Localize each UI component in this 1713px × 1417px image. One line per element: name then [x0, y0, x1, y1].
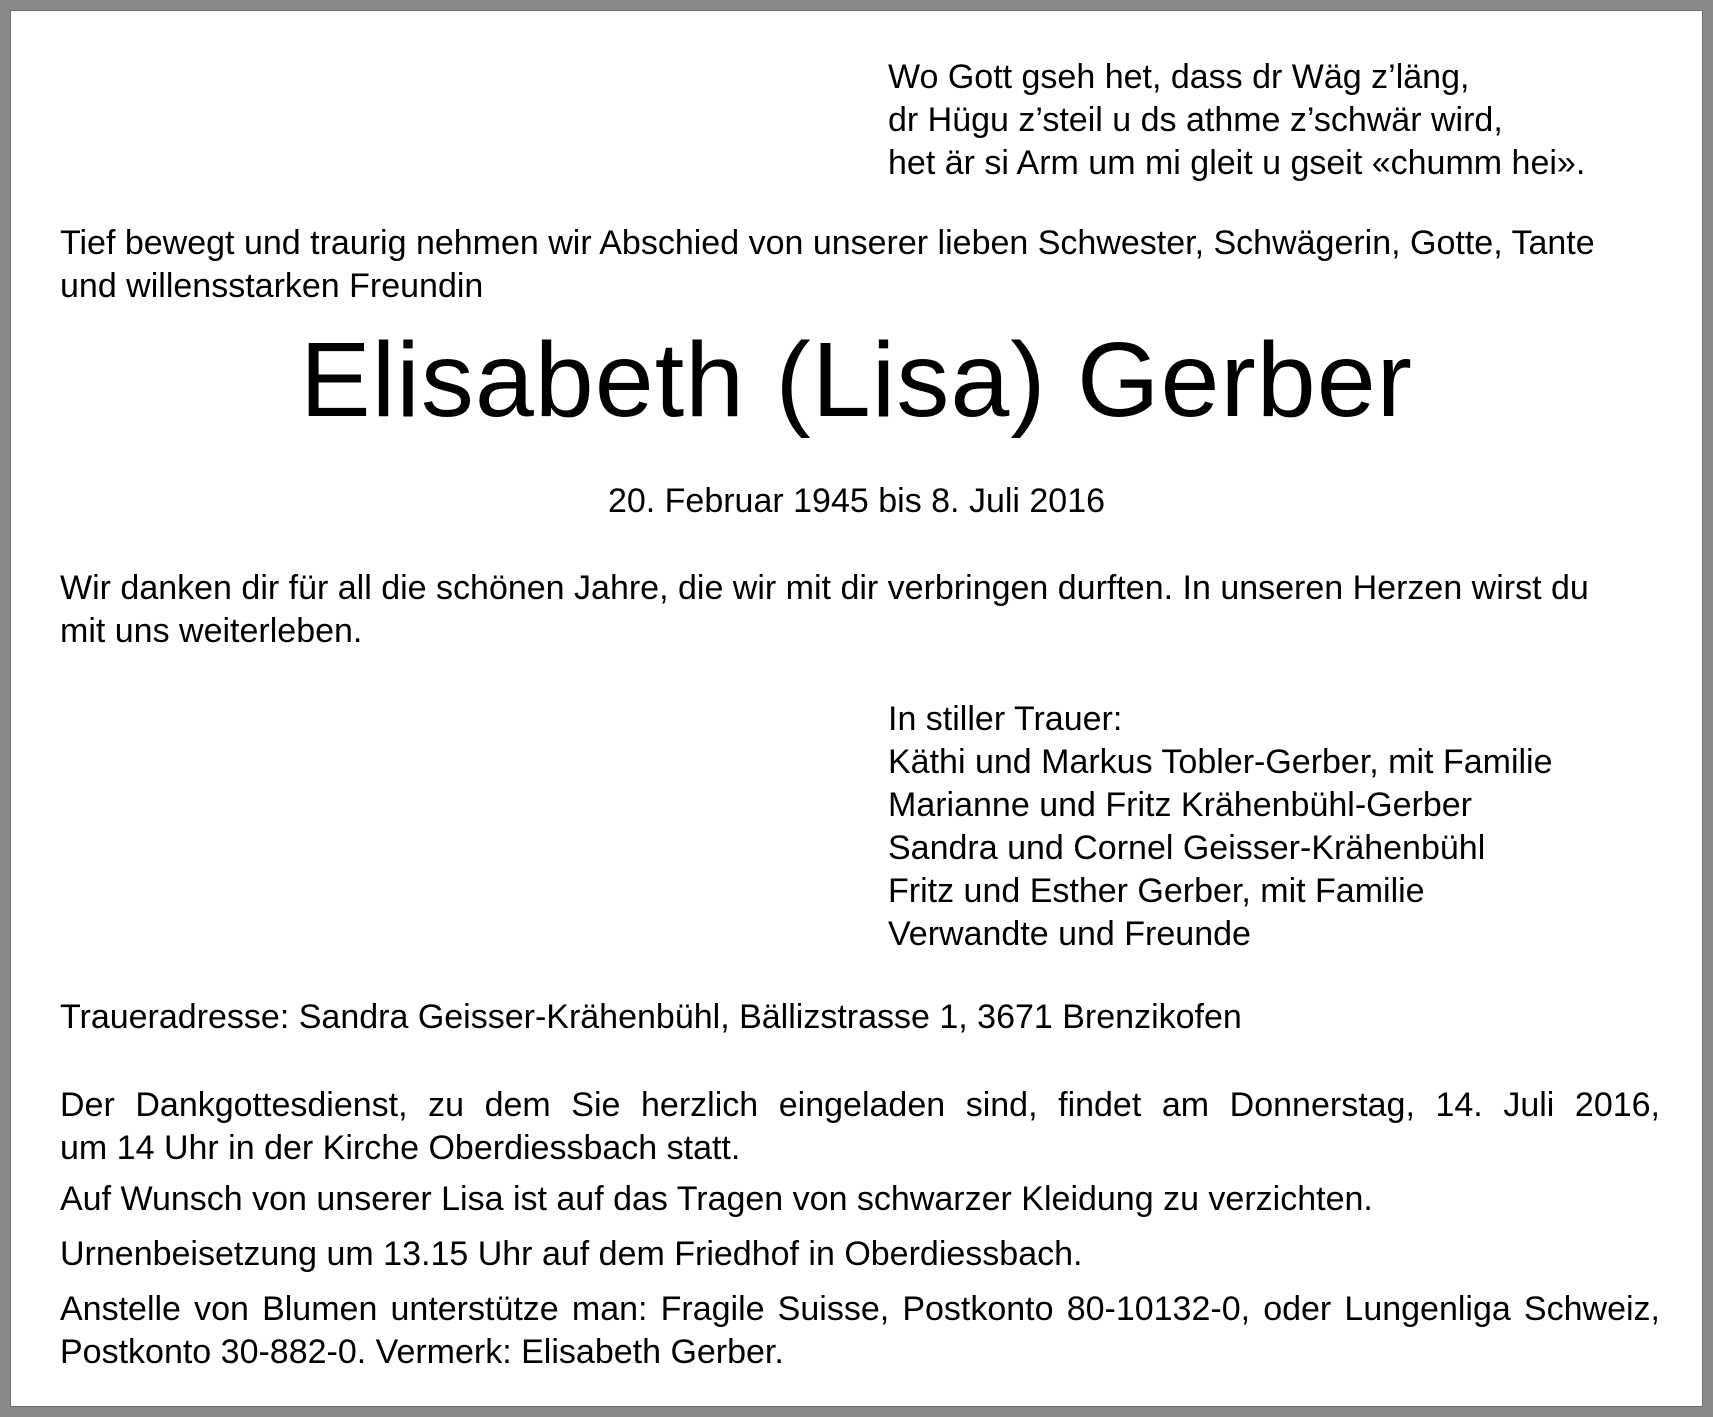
clothing-wish: Auf Wunsch von unserer Lisa ist auf das Tragen von schwarzer Kleidung zu verzichten. [60, 1180, 1373, 1218]
donations-line: Anstelle von Blumen unterstütze man: Fragile Suisse, Postkonto 80-10132-0, oder Lungenliga Schweiz, [60, 1290, 1660, 1328]
poem-line: het är si Arm um mi gleit u gseit «chumm hei». [888, 144, 1586, 182]
intro-line: und willensstarken Freundin [60, 267, 484, 305]
poem-line: Wo Gott gseh het, dass dr Wäg z’läng, [888, 58, 1470, 96]
urn-burial-info: Urnenbeisetzung um 13.15 Uhr auf dem Friedhof in Oberdiessbach. [60, 1235, 1083, 1273]
thanks-line: Wir danken dir für all die schönen Jahre, die wir mit dir verbringen durften. In unseren Herzen wirst du [60, 569, 1589, 607]
thanks-line: mit uns weiterleben. [60, 612, 363, 650]
mourner-entry: Verwandte und Freunde [888, 915, 1251, 953]
mourner-entry: Marianne und Fritz Krähenbühl-Gerber [888, 786, 1472, 824]
donations-paragraph [60, 1288, 1660, 1374]
mourner-entry: Fritz und Esther Gerber, mit Familie [888, 872, 1425, 910]
poem-line: dr Hügu z’steil u ds athme z’schwär wird, [888, 101, 1503, 139]
mourner-entry: Sandra und Cornel Geisser-Krähenbühl [888, 829, 1486, 867]
service-line: um 14 Uhr in der Kirche Oberdiessbach statt. [60, 1129, 741, 1167]
poem-verse [888, 56, 1678, 185]
service-line: Der Dankgottesdienst, zu dem Sie herzlich eingeladen sind, findet am Donnerstag, 14. Juli 2016, [60, 1086, 1660, 1124]
thanks-paragraph [60, 567, 1660, 653]
service-paragraph [60, 1084, 1660, 1170]
mourning-address: Traueradresse: Sandra Geisser-Krähenbühl, Bällizstrasse 1, 3671 Brenzikofen [60, 998, 1242, 1036]
obituary-notice [10, 10, 1703, 1407]
mourners-heading: In stiller Trauer: [888, 700, 1123, 738]
farewell-intro [60, 222, 1660, 308]
mourner-entry: Käthi und Markus Tobler-Gerber, mit Familie [888, 743, 1553, 781]
intro-line: Tief bewegt und traurig nehmen wir Abschied von unserer lieben Schwester, Schwägerin, Gotte, Tante [60, 224, 1595, 262]
deceased-name: Elisabeth (Lisa) Gerber [300, 321, 1413, 439]
life-dates: 20. Februar 1945 bis 8. Juli 2016 [607, 482, 1106, 520]
mourners-list [888, 698, 1678, 956]
donations-line: Postkonto 30-882-0. Vermerk: Elisabeth Gerber. [60, 1333, 784, 1371]
